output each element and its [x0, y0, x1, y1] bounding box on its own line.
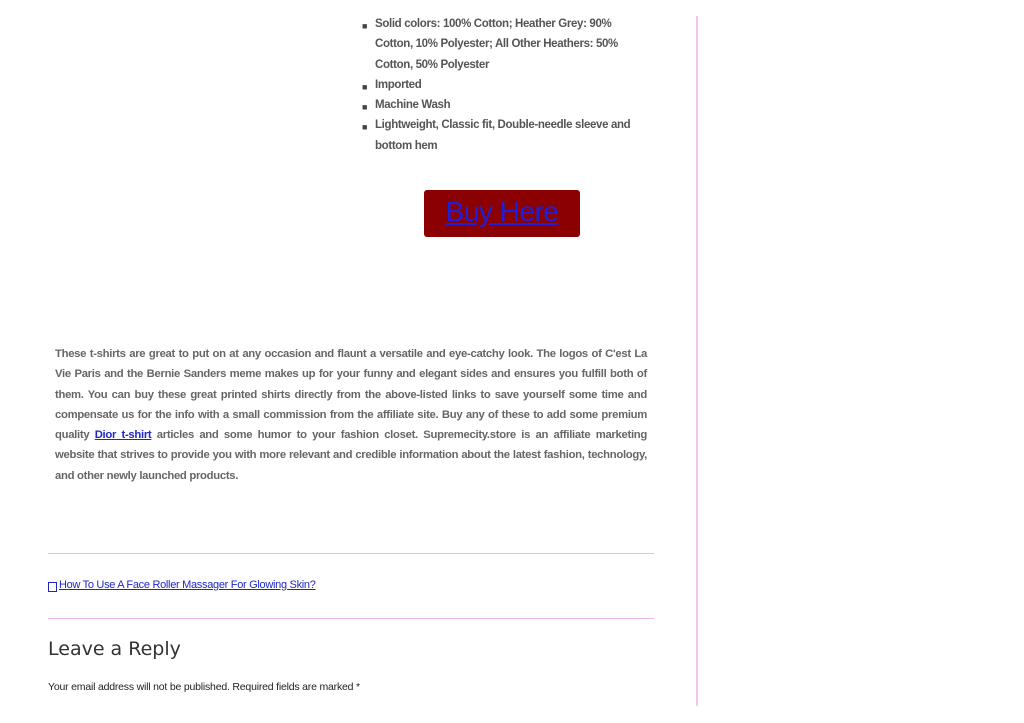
separator-top [48, 553, 654, 554]
paragraph-text: These t-shirts are great to put on at any occasion and flaunt a versatile and eye-catchy look. The logos of C'est La Vie Paris and the Bernie Sanders meme makes up for your funny and elegant sides and ensures you fulfill both of them. You can buy these great printed shirts directly from the above-listed links to save yourself some time and compensate us for the info with a small commission from the affiliate site. Buy any of these to add some premium quality [55, 348, 647, 442]
paragraph-text: articles and some humor to your fashion closet. Supremecity.store is an affiliate marketing website that strives to provide you with more relevant and credible information about the latest fashion, technology, and other newly launched products. [55, 429, 647, 482]
feature-item [360, 115, 650, 156]
bullet-square-icon: ■ [362, 81, 368, 92]
article-paragraph [55, 344, 647, 486]
feature-item [360, 95, 650, 115]
product-features-list [360, 14, 650, 156]
bullet-square-icon: ■ [362, 21, 368, 31]
post-navigation [48, 578, 316, 592]
feature-text: Machine Wash [375, 99, 451, 112]
feature-text: Solid colors: 100% Cotton; Heather Grey: 90% Cotton, 10% Polyester; All Other Heathers: 50% Cotton, 50% Polyester [375, 18, 618, 71]
prev-post-arrow-icon[interactable] [48, 582, 57, 592]
bullet-square-icon: ■ [362, 102, 368, 113]
next-post-link[interactable]: How To Use A Face Roller Massager For Glowing Skin? [59, 579, 316, 591]
dior-tshirt-link[interactable]: Dior t-shirt [94, 429, 152, 442]
buy-here-button[interactable]: Buy Here [424, 190, 580, 237]
bullet-square-icon: ■ [362, 122, 368, 133]
sidebar-divider [696, 16, 698, 706]
separator-bottom [48, 618, 654, 619]
feature-text: Lightweight, Classic fit, Double-needle sleeve and bottom hem [375, 119, 631, 152]
feature-item [360, 14, 650, 75]
leave-reply-title: Leave a Reply [48, 638, 181, 660]
feature-text: Imported [375, 78, 422, 91]
required-fields-note: Your email address will not be published. Required fields are marked * [48, 681, 360, 693]
feature-item [360, 75, 650, 95]
